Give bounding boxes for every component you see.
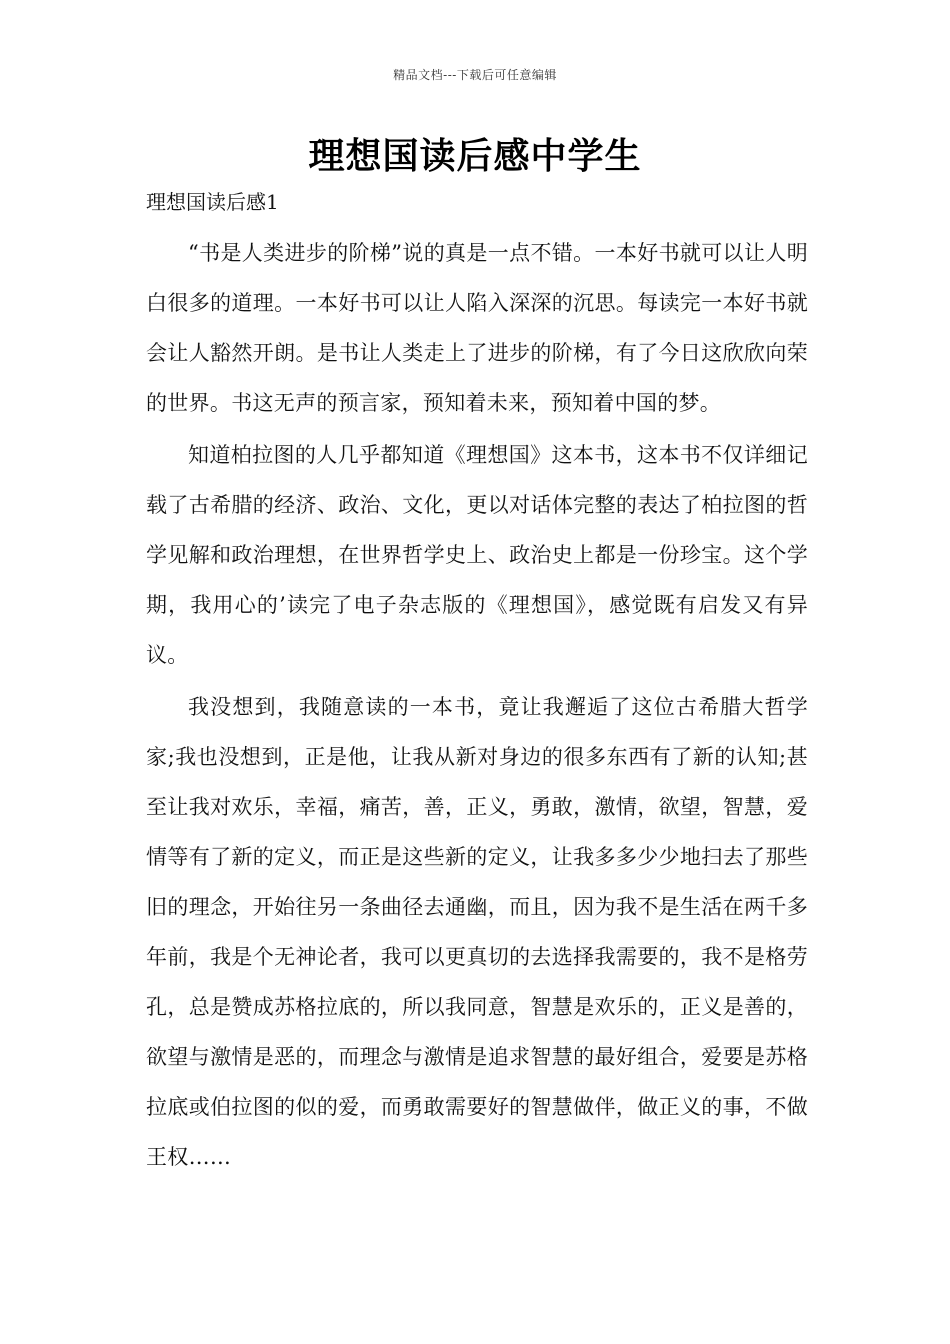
paragraph-3: 我没想到，我随意读的一本书，竟让我邂逅了这位古希腊大哲学家;我也没想到，正是他，让我从新对身边的很多东西有了新的认知;甚至让我对欢乐，幸福，痛苦，善，正义，勇敢，激情，欲望，智慧，爱情等有了新的定义，而正是这些新的定义，让我多多少少地扫去了那些旧的理念，开始往另一条曲径去通幽，而且，因为我不是生活在两千多年前，我是个无神论者，我可以更真切的去选择我需要的，我不是格劳孔，总是赞成苏格拉底的，所以我同意，智慧是欢乐的，正义是善的，欲望与激情是恶的，而理念与激情是追求智慧的最好组合，爱要是苏格拉底或伯拉图的似的爱，而勇敢需要好的智慧做伴，做正义的事，不做王权…… (146, 695, 808, 1169)
paragraph-1: “书是人类进步的阶梯”说的真是一点不错。一本好书就可以让人明白很多的道理。一本好书可以让人陷入深深的沉思。每读完一本好书就会让人豁然开朗。是书让人类走上了进步的阶梯，有了今日这欣欣向荣的世界。书这无声的预言家，预知着未来，预知着中国的梦。 (146, 241, 808, 415)
document-title: 理想国读后感中学生 (308, 135, 642, 177)
section-heading: 理想国读后感1 (146, 190, 279, 214)
document-body (146, 228, 808, 1184)
header-note: 精品文档---下载后可任意编辑 (393, 68, 557, 82)
paragraph-2: 知道柏拉图的人几乎都知道《理想国》这本书，这本书不仅详细记载了古希腊的经济、政治、文化，更以对话体完整的表达了柏拉图的哲学见解和政治理想，在世界哲学史上、政治史上都是一份珍宝。这个学期，我用心的’读完了电子杂志版的《理想国》，感觉既有启发又有异议。 (146, 443, 808, 667)
